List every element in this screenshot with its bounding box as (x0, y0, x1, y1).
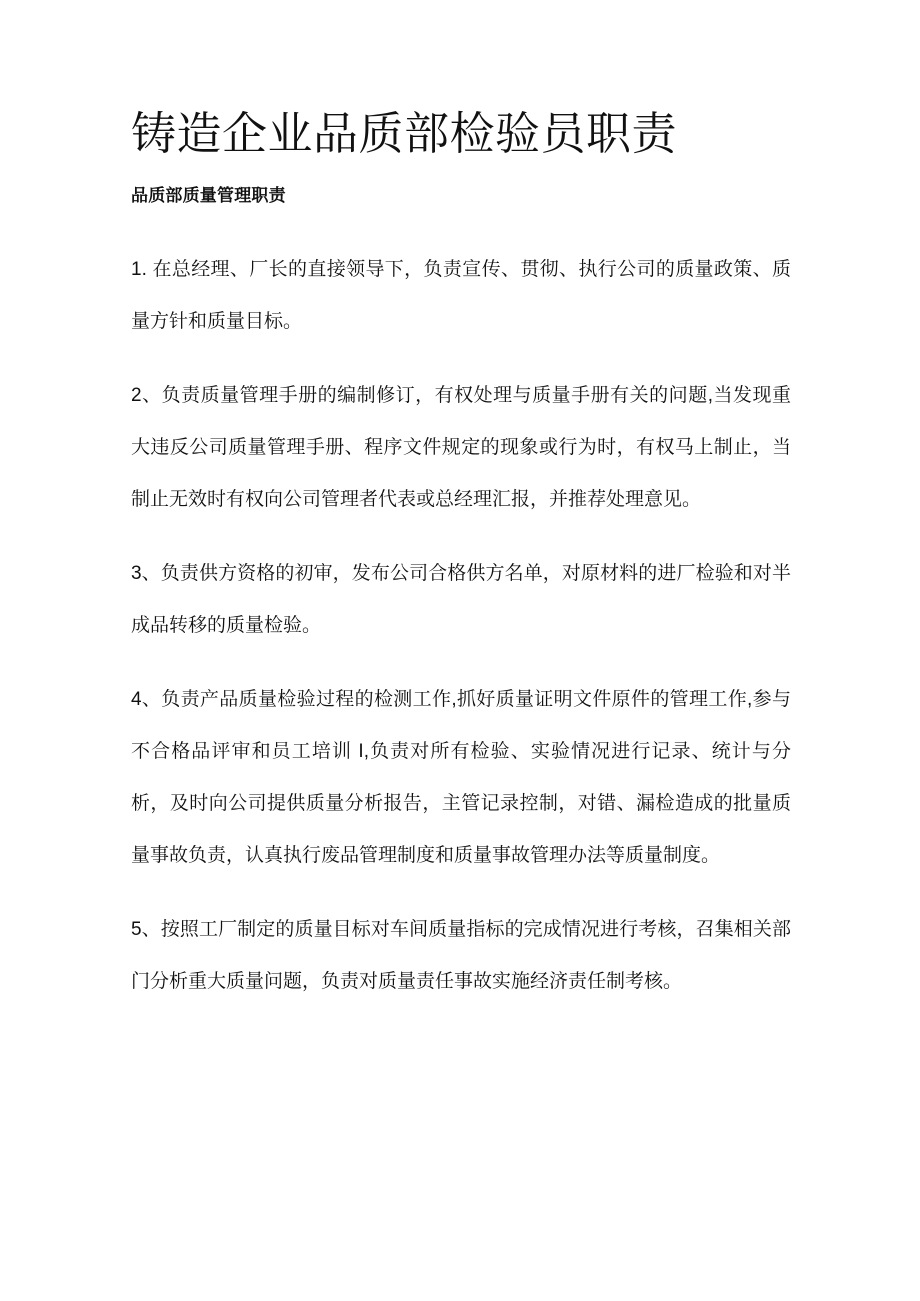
document-subtitle: 品质部质量管理职责 (131, 186, 286, 206)
page-title: 铸造企业品质部检验员职责 (131, 109, 678, 159)
duty-paragraph-4: 4、负责产品质量检验过程的检测工作,抓好质量证明文件原件的管理工作,参与不合格品评审和员工培训 I,负责对所有检验、实验情况进行记录、统计与分析，及时向公司提供质量分析报告，主管记录控制，对错、漏检造成的批量质量事故负责，认真执行废品管理制度和质量事故管理办法等质量制度。 (131, 689, 791, 867)
duty-paragraph-5: 5、按照工厂制定的质量目标对车间质量指标的完成情况进行考核，召集相关部门分析重大质量问题，负责对质量责任事故实施经济责任制考核。 (131, 919, 791, 993)
document-body (131, 208, 789, 1008)
duty-paragraph-3: 3、负责供方资格的初审，发布公司合格供方名单，对原材料的进厂检验和对半成品转移的质量检验。 (131, 563, 791, 637)
duty-paragraph-2: 2、负责质量管理手册的编制修订，有权处理与质量手册有关的问题,当发现重大违反公司质量管理手册、程序文件规定的现象或行为时，有权马上制止，当制止无效时有权向公司管理者代表或总经理汇报，并推荐处理意见。 (131, 385, 791, 511)
duty-paragraph-1: 1. 在总经理、厂长的直接领导下，负责宣传、贯彻、执行公司的质量政策、质量方针和质量目标。 (131, 259, 791, 333)
